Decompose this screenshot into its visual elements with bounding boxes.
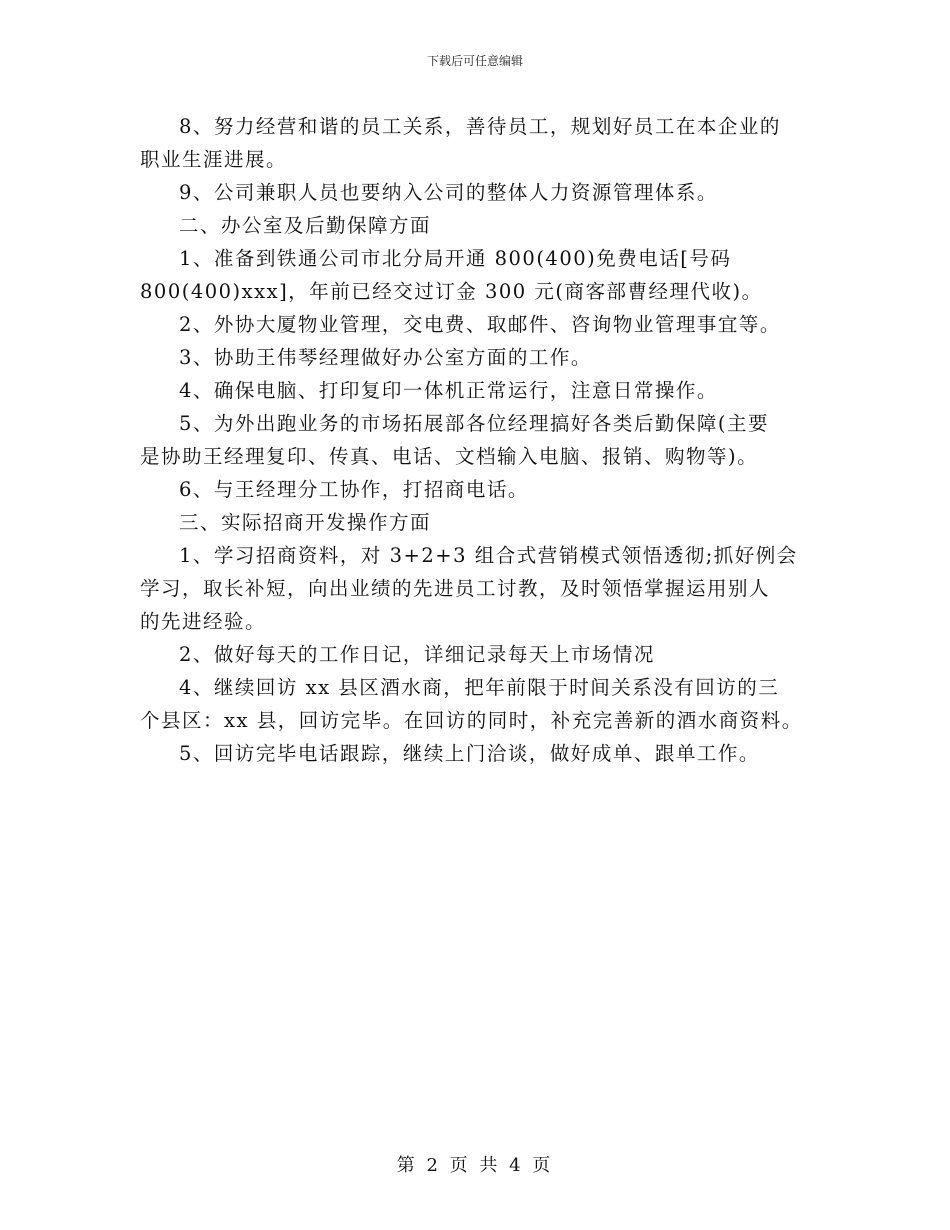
section-heading-office [140, 209, 812, 242]
paragraph-line: 1、准备到铁通公司市北分局开通 800(400)免费电话[号码 [179, 247, 732, 270]
paragraph-line: 是协助王经理复印、传真、电话、文档输入电脑、报销、购物等)。 [140, 445, 759, 468]
paragraph-6 [140, 341, 812, 374]
paragraph-line: 5、回访完毕电话跟踪，继续上门洽谈，做好成单、跟单工作。 [179, 742, 760, 765]
paragraph-line: 6、与王经理分工协作，打招商电话。 [179, 478, 529, 501]
paragraph-line: 9、公司兼职人员也要纳入公司的整体人力资源管理体系。 [179, 181, 718, 204]
paragraph-2 [140, 176, 812, 209]
paragraph-14 [140, 737, 812, 770]
section-heading-recruitment [140, 506, 812, 539]
paragraph-13 [140, 671, 812, 737]
paragraph-line: 4、确保电脑、打印复印一体机正常运行，注意日常操作。 [179, 379, 718, 402]
document-body [140, 110, 812, 770]
paragraph-line: 3、协助王伟琴经理做好办公室方面的工作。 [179, 346, 592, 369]
paragraph-7 [140, 374, 812, 407]
paragraph-line: 职业生涯进展。 [140, 148, 288, 171]
paragraph-line: 800(400)xxx]，年前已经交过订金 300 元(商客部曹经理代收)。 [140, 280, 763, 303]
paragraph-line: 2、做好每天的工作日记，详细记录每天上市场情况 [179, 643, 655, 666]
paragraph-line: 8、努力经营和谐的员工关系，善待员工，规划好员工在本企业的 [179, 115, 781, 138]
paragraph-8 [140, 407, 812, 473]
paragraph-4 [140, 242, 812, 308]
paragraph-line: 1、学习招商资料，对 3+2+3 组合式营销模式领悟透彻;抓好例会 [179, 544, 798, 567]
page-header: 下载后可任意编辑 [426, 54, 523, 68]
paragraph-line: 个县区：xx 县，回访完毕。在回访的同时，补充完善新的酒水商资料。 [140, 709, 803, 732]
paragraph-line: 2、外协大厦物业管理，交电费、取邮件、咨询物业管理事宜等。 [179, 313, 781, 336]
paragraph-5 [140, 308, 812, 341]
paragraph-12 [140, 638, 812, 671]
heading-line: 二、办公室及后勤保障方面 [179, 214, 432, 237]
heading-line: 三、实际招商开发操作方面 [179, 511, 432, 534]
paragraph-line: 5、为外出跑业务的市场拓展部各位经理搞好各类后勤保障(主要 [179, 412, 770, 435]
paragraph-line: 学习，取长补短，向出业绩的先进员工讨教，及时领悟掌握运用别人 [140, 577, 771, 600]
paragraph-1 [140, 110, 812, 176]
page-footer: 第 2 页 共 4 页 [396, 1155, 554, 1176]
paragraph-line: 4、继续回访 xx 县区酒水商，把年前限于时间关系没有回访的三 [179, 676, 780, 699]
paragraph-11 [140, 539, 812, 638]
paragraph-9 [140, 473, 812, 506]
paragraph-line: 的先进经验。 [140, 610, 267, 633]
